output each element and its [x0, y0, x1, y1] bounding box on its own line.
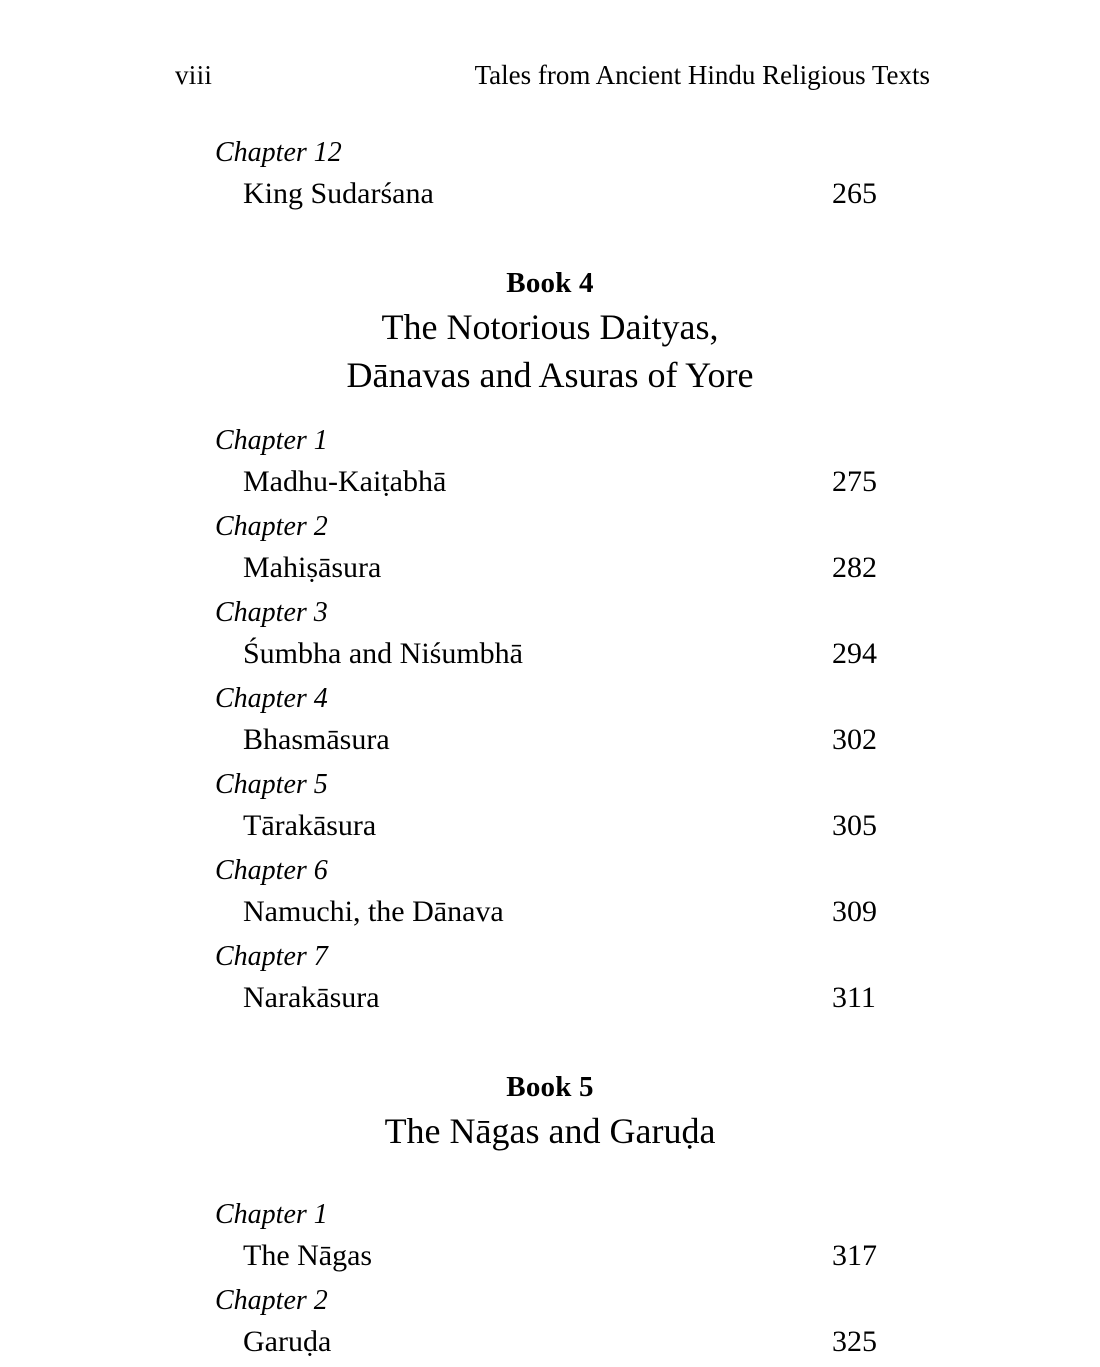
- toc-entry-chapter-label: Chapter 2: [215, 511, 328, 542]
- toc-entry-chapter-label: Chapter 7: [215, 941, 328, 972]
- toc-content: [0, 133, 1100, 1367]
- toc-entry[interactable]: [0, 1281, 1100, 1367]
- toc-entry-page-number: 305: [832, 809, 877, 842]
- toc-entry-title[interactable]: The Nāgas: [243, 1239, 373, 1272]
- toc-entry-title[interactable]: Narakāsura: [243, 981, 380, 1014]
- toc-entry[interactable]: [0, 765, 1100, 851]
- toc-entry-chapter-label: Chapter 12: [215, 137, 342, 168]
- toc-entry-row: [243, 460, 1100, 504]
- toc-entry-chapter-label: Chapter 6: [215, 855, 328, 886]
- toc-entry-chapter-label: Chapter 4: [215, 683, 328, 714]
- toc-entry-row: [243, 632, 1100, 676]
- toc-entry-chapter-label: Chapter 1: [215, 425, 328, 456]
- page-folio: viii: [175, 60, 213, 90]
- toc-entry-title[interactable]: Namuchi, the Dānava: [243, 895, 504, 928]
- toc-entry-page-number: 294: [832, 637, 877, 670]
- toc-entry-page-number: 275: [832, 465, 877, 498]
- toc-entry-title[interactable]: King Sudarśana: [243, 177, 434, 210]
- toc-entry-page-number: 309: [832, 895, 877, 928]
- toc-entry[interactable]: [0, 679, 1100, 765]
- toc-entry-page-number: 317: [832, 1239, 877, 1272]
- toc-entry[interactable]: [0, 507, 1100, 593]
- toc-entry-row: [243, 804, 1100, 848]
- book-title-line: Dānavas and Asuras of Yore: [346, 355, 754, 395]
- toc-entry-page-number: 325: [832, 1325, 877, 1358]
- toc-entry[interactable]: [0, 851, 1100, 937]
- toc-entry-row: [243, 976, 1100, 1020]
- toc-entry-title[interactable]: Madhu-Kaiṭabhā: [243, 465, 447, 498]
- toc-entry-page-number: 311: [832, 981, 876, 1014]
- toc-entry-chapter-label: Chapter 5: [215, 769, 328, 800]
- toc-entry-row: [243, 1320, 1100, 1364]
- toc-entry-row: [243, 546, 1100, 590]
- toc-entry-row: [243, 1234, 1100, 1278]
- running-head: [175, 57, 930, 93]
- toc-entry[interactable]: [0, 593, 1100, 679]
- book-heading: [0, 239, 1100, 421]
- toc-entry[interactable]: [0, 937, 1100, 1023]
- book-title-line: The Notorious Daityas,: [381, 307, 719, 347]
- toc-entry[interactable]: [0, 421, 1100, 507]
- toc-entry-title[interactable]: Śumbha and Niśumbhā: [243, 637, 523, 670]
- toc-entry-chapter-label: Chapter 3: [215, 597, 328, 628]
- toc-entry-title[interactable]: Mahiṣāsura: [243, 551, 382, 584]
- book-heading: [0, 1023, 1100, 1195]
- toc-entry-row: [243, 890, 1100, 934]
- toc-entry[interactable]: [0, 133, 1100, 219]
- toc-entry-title[interactable]: Garuḍa: [243, 1325, 332, 1358]
- toc-entry-page-number: 282: [832, 551, 877, 584]
- toc-entry-page-number: 302: [832, 723, 877, 756]
- book-number: Book 5: [506, 1071, 594, 1103]
- toc-entry[interactable]: [0, 1195, 1100, 1281]
- book-number: Book 4: [506, 267, 594, 299]
- toc-entry-row: [243, 718, 1100, 762]
- book-title-line: The Nāgas and Garuḍa: [384, 1111, 716, 1151]
- toc-entry-page-number: 265: [832, 177, 877, 210]
- toc-entry-title[interactable]: Tārakāsura: [243, 809, 377, 842]
- toc-entry-chapter-label: Chapter 2: [215, 1285, 328, 1316]
- toc-entry-chapter-label: Chapter 1: [215, 1199, 328, 1230]
- toc-entry-row: [243, 172, 1100, 216]
- running-head-title: Tales from Ancient Hindu Religious Texts: [474, 60, 930, 90]
- toc-entry-title[interactable]: Bhasmāsura: [243, 723, 390, 756]
- section-spacer: [0, 219, 1100, 239]
